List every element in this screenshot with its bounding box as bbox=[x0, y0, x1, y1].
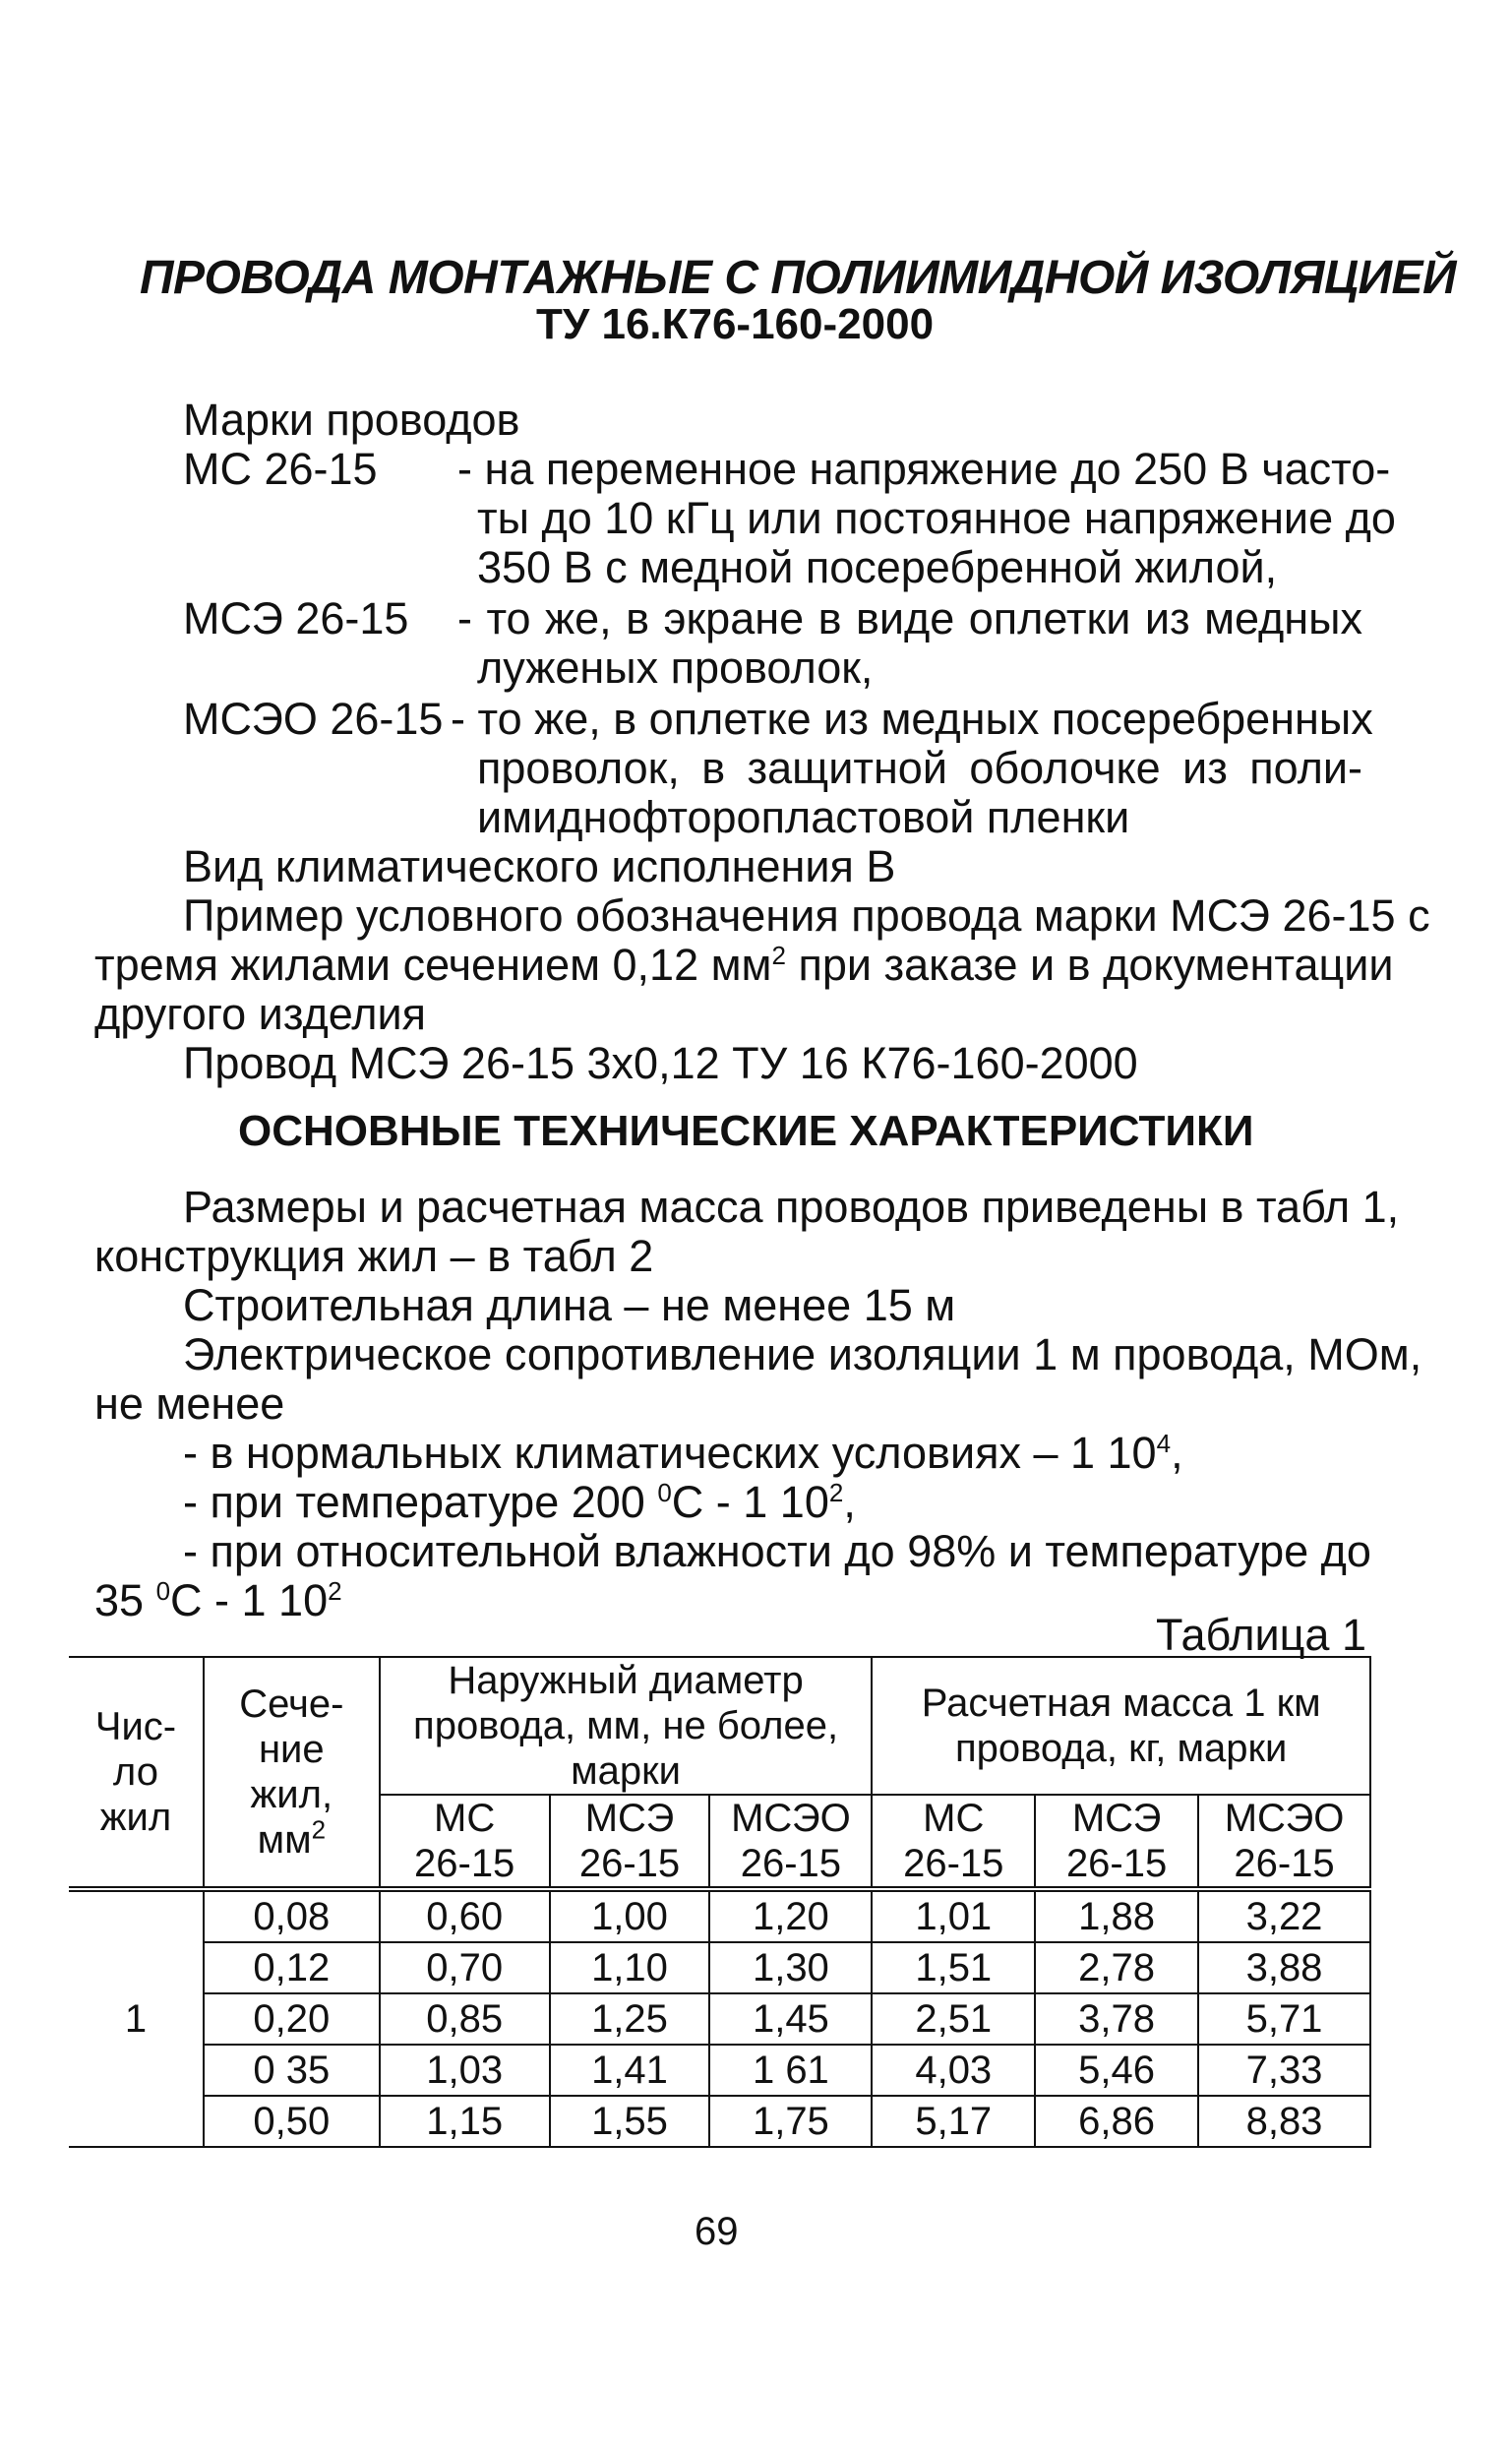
brands-heading: Марки проводов bbox=[183, 395, 520, 445]
brand-desc-line: - то же, в экране в виде оплетки из медных bbox=[457, 593, 1362, 643]
table-header-row bbox=[69, 1657, 1370, 1795]
specs-paragraph: Электрическое сопротивление изоляции 1 м провода, МОм, bbox=[183, 1329, 1422, 1379]
table-cell: 1 61 bbox=[709, 2045, 872, 2096]
header-brand: МС 26-15 bbox=[380, 1795, 550, 1889]
specs-paragraph: не менее bbox=[94, 1378, 285, 1429]
page-number: 69 bbox=[695, 2210, 739, 2253]
table-cell: 0,20 bbox=[204, 1993, 380, 2045]
specs-paragraph: Размеры и расчетная масса проводов приведены в табл 1, bbox=[183, 1182, 1400, 1232]
specs-paragraph: Строительная длина – не менее 15 м bbox=[183, 1280, 956, 1330]
specs-bullet: 35 $^0$С - 1 $10^2$ bbox=[94, 1575, 342, 1625]
brand-code-ms: МС 26-15 bbox=[183, 444, 378, 494]
header-count: Чис- ло жил bbox=[69, 1657, 204, 1889]
table-cell: 1,55 bbox=[550, 2096, 710, 2147]
table-cell: 0,50 bbox=[204, 2096, 380, 2147]
table-cell: 1,75 bbox=[709, 2096, 872, 2147]
table-cell: 4,03 bbox=[872, 2045, 1035, 2096]
example-designation: Провод МСЭ 26-15 3х0,12 ТУ 16 К76-160-2000 bbox=[183, 1038, 1138, 1088]
table-cell: 1,20 bbox=[709, 1889, 872, 1942]
brand-code-mse: МСЭ 26-15 bbox=[183, 593, 409, 643]
climate-text: Вид климатического исполнения В bbox=[183, 841, 896, 891]
table-cell: 2,51 bbox=[872, 1993, 1035, 2045]
table-cell: 1,10 bbox=[550, 1942, 710, 1993]
brand-desc-line: проволок, в защитной оболочке из поли- bbox=[477, 743, 1362, 793]
specs-bullet: - в нормальных климатических условиях – 1 $10^4$, bbox=[183, 1428, 1183, 1478]
brand-desc-line: ты до 10 кГц или постоянное напряжение до bbox=[477, 493, 1396, 543]
table-cell: 5,17 bbox=[872, 2096, 1035, 2147]
table-cell: 1,25 bbox=[550, 1993, 710, 2045]
header-mass: Расчетная масса 1 км провода, кг, марки bbox=[872, 1657, 1370, 1795]
example-line: Пример условного обозначения провода марки МСЭ 26-15 с bbox=[183, 890, 1430, 941]
table-cell: 0 35 bbox=[204, 2045, 380, 2096]
table-cell: 1,51 bbox=[872, 1942, 1035, 1993]
table-cell: 2,78 bbox=[1035, 1942, 1198, 1993]
brand-code-mseo: МСЭО 26-15 bbox=[183, 694, 444, 744]
table-cell: 1,41 bbox=[550, 2045, 710, 2096]
table-cell: 1,88 bbox=[1035, 1889, 1198, 1942]
specs-paragraph: конструкция жил – в табл 2 bbox=[94, 1231, 654, 1281]
table-cell: 1,03 bbox=[380, 2045, 550, 2096]
header-brand: МСЭ 26-15 bbox=[1035, 1795, 1198, 1889]
header-section: Сече- ние жил, $мм^2$ bbox=[204, 1657, 380, 1889]
table-cell: 8,83 bbox=[1198, 2096, 1370, 2147]
table-row bbox=[69, 1993, 1370, 2045]
table-cell: 7,33 bbox=[1198, 2045, 1370, 2096]
table-cell: 3,22 bbox=[1198, 1889, 1370, 1942]
document-title: ПРОВОДА МОНТАЖНЫЕ С ПОЛИИМИДНОЙ ИЗОЛЯЦИЕЙ bbox=[140, 252, 1457, 304]
table-cell: 3,78 bbox=[1035, 1993, 1198, 2045]
brand-desc-line: луженых проволок, bbox=[477, 642, 874, 693]
spec-number: ТУ 16.К76-160-2000 bbox=[536, 300, 935, 348]
table-cell: 0,08 bbox=[204, 1889, 380, 1942]
table-cell: 5,71 bbox=[1198, 1993, 1370, 2045]
table-cell: 1,30 bbox=[709, 1942, 872, 1993]
table-cell: 3,88 bbox=[1198, 1942, 1370, 1993]
brand-desc-line: 350 В с медной посеребренной жилой, bbox=[477, 542, 1278, 592]
table-row bbox=[69, 1942, 1370, 1993]
table-cell: 0,85 bbox=[380, 1993, 550, 2045]
specs-bullet: - при температуре 200 $^0$С - 1 $10^2$, bbox=[183, 1477, 856, 1527]
header-brand: МСЭО 26-15 bbox=[1198, 1795, 1370, 1889]
table-caption: Таблица 1 bbox=[1156, 1610, 1366, 1660]
table-cell: 5,46 bbox=[1035, 2045, 1198, 2096]
table-row bbox=[69, 2045, 1370, 2096]
header-brand: МС 26-15 bbox=[872, 1795, 1035, 1889]
table-cell: 6,86 bbox=[1035, 2096, 1198, 2147]
specs-bullet: - при относительной влажности до 98% и температуре до bbox=[183, 1526, 1371, 1576]
table-cell: 1,01 bbox=[872, 1889, 1035, 1942]
table-row bbox=[69, 1889, 1370, 1942]
table-cell: 1,45 bbox=[709, 1993, 872, 2045]
brand-desc-line: - на переменное напряжение до 250 В часто- bbox=[457, 444, 1391, 494]
header-diameter: Наружный диаметр провода, мм, не более, марки bbox=[380, 1657, 873, 1795]
wire-table bbox=[69, 1656, 1371, 2148]
section-heading: ОСНОВНЫЕ ТЕХНИЧЕСКИЕ ХАРАКТЕРИСТИКИ bbox=[238, 1107, 1254, 1155]
header-brand: МСЭО 26-15 bbox=[709, 1795, 872, 1889]
table-cell: 0,12 bbox=[204, 1942, 380, 1993]
table-cell: 0,70 bbox=[380, 1942, 550, 1993]
table-cell-count: 1 bbox=[69, 1889, 204, 2147]
example-line: тремя жилами сечением 0,12 $мм^2$ при заказе и в документации bbox=[94, 940, 1394, 990]
table-cell: 1,15 bbox=[380, 2096, 550, 2147]
example-line: другого изделия bbox=[94, 989, 427, 1039]
table-row bbox=[69, 2096, 1370, 2147]
header-brand: МСЭ 26-15 bbox=[550, 1795, 710, 1889]
brand-desc-line: - то же, в оплетке из медных посеребренных bbox=[451, 694, 1373, 744]
brand-desc-line: имиднофторопластовой пленки bbox=[477, 792, 1130, 842]
table-cell: 0,60 bbox=[380, 1889, 550, 1942]
table-cell: 1,00 bbox=[550, 1889, 710, 1942]
